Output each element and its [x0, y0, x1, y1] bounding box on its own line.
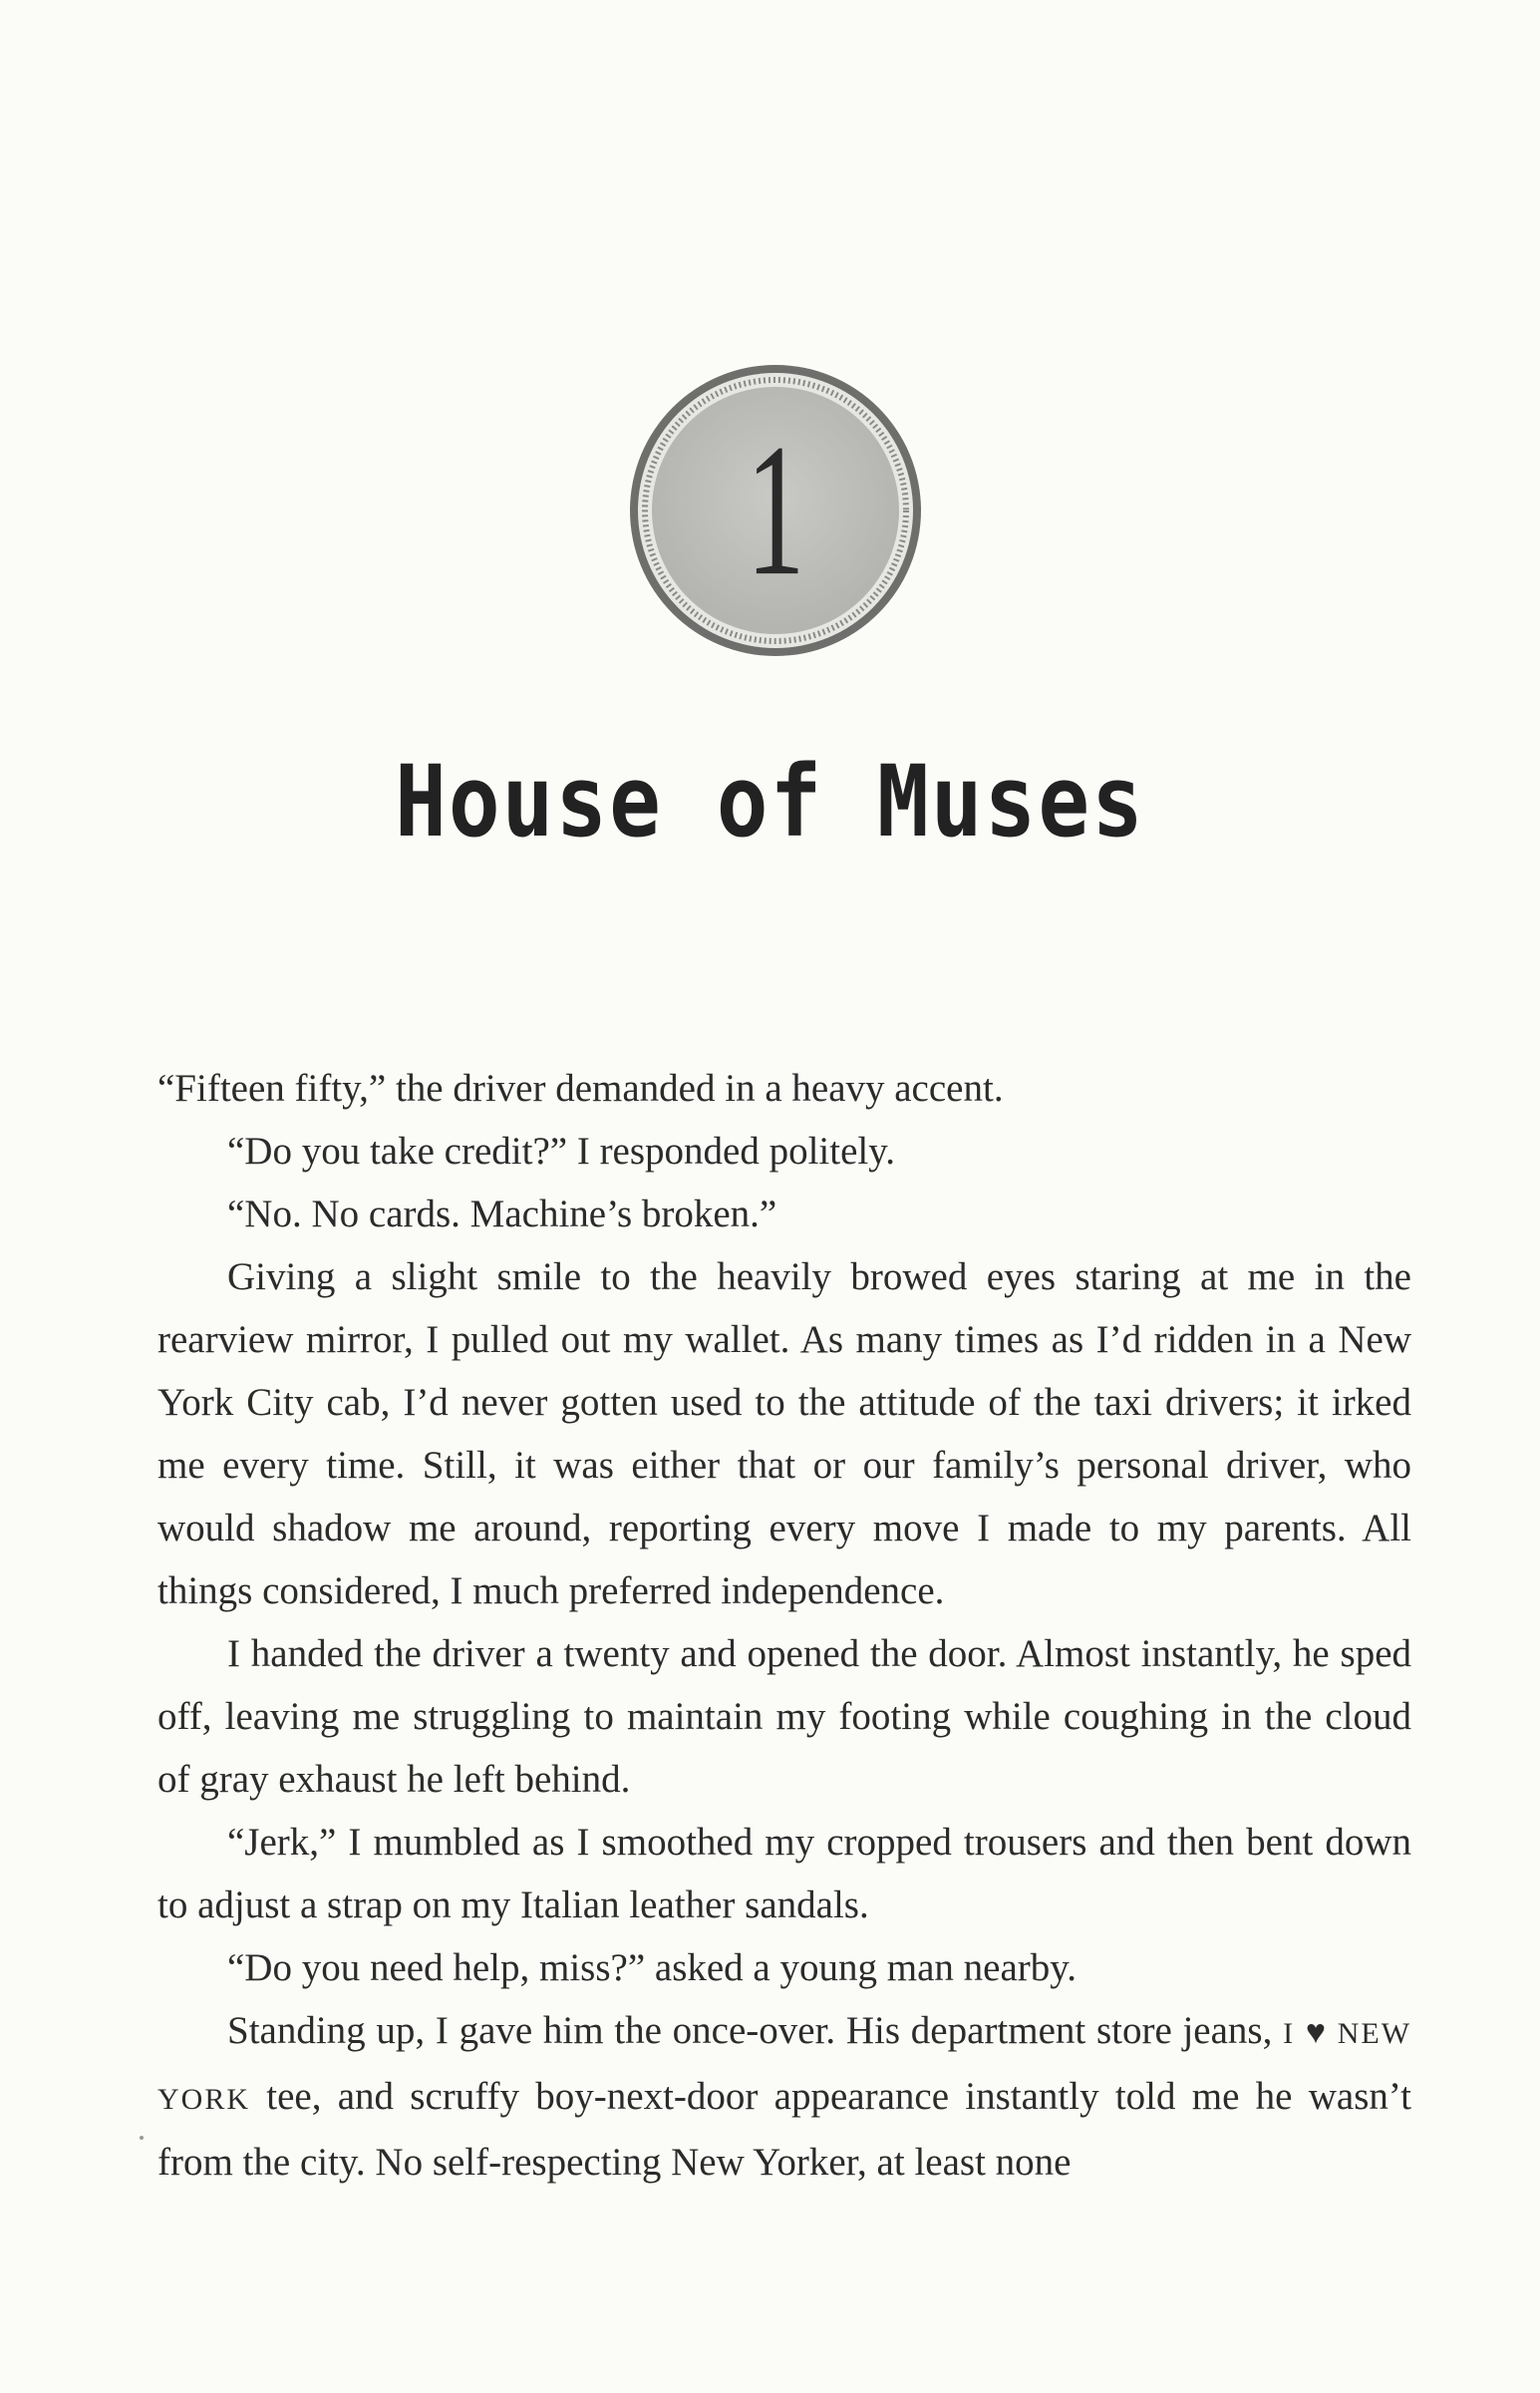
- paragraph: Giving a slight smile to the heavily browed eyes staring at me in the rearview mirror, I pulled out my wallet. As many times as I’d ridden in a New York City cab, I’d never gotten used to the attitude of the taxi drivers; it irked me every time. Still, it was either that or our family’s personal driver, who would shadow me around, reporting every move I made to my parents. All things considered, I much preferred independence.: [157, 1255, 1411, 1612]
- chapter-title: House of Muses: [395, 744, 1145, 859]
- paragraph-text-after: tee, and scruffy boy-next-door appearance instantly told me he wasn’t from the city. No self-respecting New Yorker, at least none: [157, 2075, 1412, 2184]
- paragraph-last: [157, 1999, 1411, 2194]
- print-speck: [140, 2136, 144, 2140]
- paragraph: “Fifteen fifty,” the driver demanded in a heavy accent.: [157, 1067, 1004, 1110]
- chapter-number: 1: [746, 405, 805, 616]
- chapter-number-medallion: [626, 361, 925, 660]
- paragraph: “Jerk,” I mumbled as I smoothed my cropped trousers and then bent down to adjust a strap on my Italian leather sandals.: [157, 1821, 1411, 1926]
- paragraph: “Do you take credit?” I responded politely.: [227, 1130, 895, 1173]
- tee-text-i: I: [1283, 2017, 1296, 2050]
- paragraph-text-before: Standing up, I gave him the once-over. His department store jeans,: [227, 2009, 1273, 2052]
- chapter-body-text: [157, 1057, 1411, 2194]
- paragraph: I handed the driver a twenty and opened the door. Almost instantly, he sped off, leaving me struggling to maintain my footing while coughing in the cloud of gray exhaust he left behind.: [157, 1632, 1411, 1801]
- heart-icon: ♥: [1305, 2014, 1327, 2051]
- paragraph: “Do you need help, miss?” asked a young man nearby.: [227, 1946, 1077, 1989]
- paragraph: “No. No cards. Machine’s broken.”: [227, 1193, 777, 1235]
- tee-text-city: NEW YORK: [157, 2017, 1412, 2116]
